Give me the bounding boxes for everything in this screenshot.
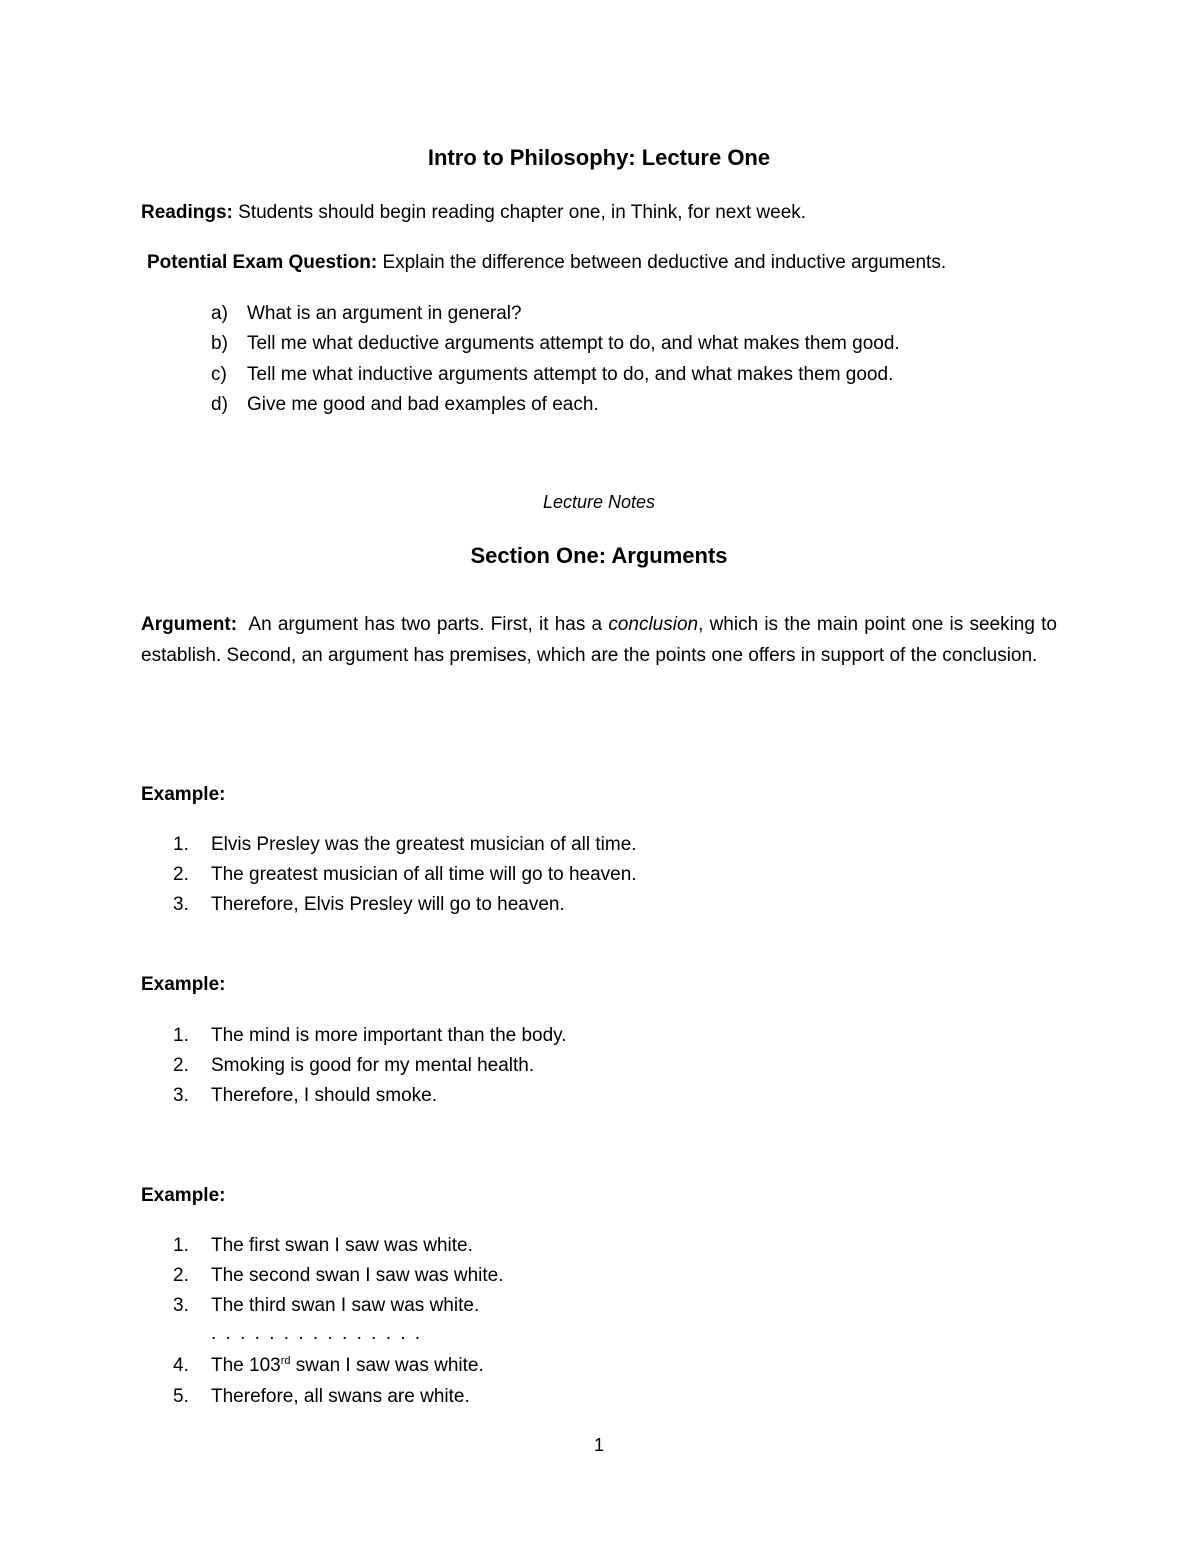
page-number: 1 — [593, 1435, 604, 1455]
example-label: Example: — [141, 974, 226, 995]
lecture-notes-heading: Lecture Notes — [542, 492, 656, 512]
list-marker: 2. — [173, 864, 189, 885]
section-title: Section One: Arguments — [470, 543, 728, 568]
list-item-text: Therefore, all swans are white. — [211, 1386, 470, 1407]
list-marker: d) — [211, 394, 228, 415]
readings-label: Readings: — [141, 202, 233, 223]
list-marker: 4. — [173, 1355, 189, 1376]
list-marker: 3. — [173, 894, 189, 915]
list-marker: 2. — [173, 1265, 189, 1286]
exam-question-label: Potential Exam Question: — [147, 252, 378, 273]
argument-term-conclusion: conclusion — [608, 614, 699, 635]
argument-text-part-2: , which is the main point one is seeking to establish. Second, an argument has premises, which are the points one offers in support of the conclusion. — [141, 614, 1057, 666]
list-marker: 5. — [173, 1386, 189, 1407]
list-marker: 3. — [173, 1295, 189, 1316]
exam-question-text: Explain the difference between deductive and inductive arguments. — [382, 252, 947, 273]
list-item-text: Give me good and bad examples of each. — [247, 394, 599, 415]
list-marker: 3. — [173, 1085, 189, 1106]
list-item-text: The second swan I saw was white. — [211, 1265, 504, 1286]
list-marker: b) — [211, 333, 228, 354]
list-marker: a) — [211, 303, 228, 324]
page-title: Intro to Philosophy: Lecture One — [427, 145, 771, 170]
readings-line — [141, 200, 806, 226]
ordinal-number: The 103 — [211, 1355, 281, 1376]
list-item-text: Therefore, Elvis Presley will go to heaven. — [211, 894, 565, 915]
example-label: Example: — [141, 1185, 226, 1206]
list-item-text: Tell me what deductive arguments attempt to do, and what makes them good. — [247, 333, 900, 354]
argument-label: Argument: — [141, 614, 238, 635]
ordinal-suffix: rd — [280, 1355, 291, 1367]
list-marker: c) — [211, 364, 227, 385]
example-label: Example: — [141, 784, 226, 805]
argument-paragraph — [141, 609, 1057, 671]
list-item-text — [211, 1353, 484, 1379]
list-item-text: The third swan I saw was white. — [211, 1295, 480, 1316]
argument-text-part-1: An argument has two parts. First, it has a — [248, 614, 609, 635]
list-item-text: Therefore, I should smoke. — [211, 1085, 437, 1106]
list-item-text: The greatest musician of all time will go to heaven. — [211, 864, 637, 885]
list-item-text-rest: swan I saw was white. — [290, 1355, 484, 1376]
list-marker: 2. — [173, 1055, 189, 1076]
list-item-text: Elvis Presley was the greatest musician of all time. — [211, 834, 637, 855]
exam-question-line — [147, 250, 946, 276]
ellipsis-dots: . . . . . . . . . . . . . . . — [211, 1323, 423, 1344]
list-marker: 1. — [173, 1025, 189, 1046]
document-page — [141, 0, 1057, 1553]
list-marker: 1. — [173, 834, 189, 855]
list-item-text: What is an argument in general? — [247, 303, 522, 324]
list-item-text: The first swan I saw was white. — [211, 1235, 473, 1256]
readings-text: Students should begin reading chapter one, in Think, for next week. — [238, 202, 807, 223]
list-item-text: Tell me what inductive arguments attempt to do, and what makes them good. — [247, 364, 894, 385]
list-item-text: Smoking is good for my mental health. — [211, 1055, 535, 1076]
list-marker: 1. — [173, 1235, 189, 1256]
list-item-text: The mind is more important than the body. — [211, 1025, 567, 1046]
